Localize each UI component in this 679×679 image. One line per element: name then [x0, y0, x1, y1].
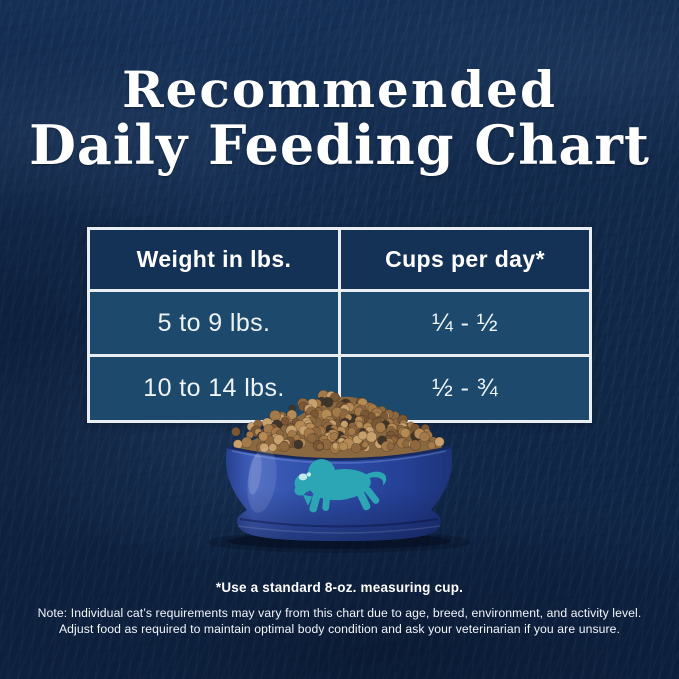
- kibble-piece: [241, 437, 252, 448]
- kibble-piece: [232, 427, 241, 436]
- table-header-cups: Cups per day*: [341, 230, 589, 289]
- kibble-piece: [420, 432, 430, 442]
- kibble-piece: [330, 432, 338, 440]
- kibble-piece: [317, 443, 324, 450]
- kibble-piece: [348, 428, 356, 436]
- table-cell-weight-2: 10 to 14 lbs.: [90, 357, 338, 420]
- disclaimer-note-line1: Note: Individual cat’s requirements may vary from this chart due to age, breed, environment, and activity level.: [37, 606, 642, 620]
- kibble-piece: [279, 442, 289, 452]
- kibble-piece: [428, 442, 436, 450]
- kibble-piece: [401, 428, 410, 437]
- table-header-weight: Weight in lbs.: [90, 230, 338, 289]
- food-bowl-image: [207, 384, 471, 556]
- kibble-piece: [375, 422, 385, 432]
- kibble-piece: [387, 443, 394, 450]
- table-cell-weight-1: 5 to 9 lbs.: [90, 292, 338, 354]
- table-cell-cups-1: ¼ - ½: [341, 292, 589, 354]
- kibble-piece: [351, 443, 361, 453]
- kibble-piece: [435, 437, 445, 447]
- kibble-piece: [339, 442, 347, 450]
- kibble-piece: [410, 440, 421, 451]
- page-title: [0, 60, 679, 177]
- kibble-piece: [294, 440, 303, 449]
- measuring-cup-footnote: *Use a standard 8-oz. measuring cup.: [215, 580, 464, 595]
- kibble-piece: [366, 432, 377, 443]
- food-bowl-svg: [207, 384, 471, 556]
- kibble-piece: [358, 431, 367, 440]
- kibble-piece: [259, 432, 268, 441]
- kibble-piece: [362, 441, 369, 448]
- table-cell-cups-2: ½ - ¾: [341, 357, 589, 420]
- page-title-line2: Daily Feeding Chart: [29, 113, 650, 177]
- page-title-line1: Recommended: [122, 60, 557, 119]
- disclaimer-note-line2: Adjust food as required to maintain optimal body condition and ask your veterinarian if you are unsure.: [58, 622, 621, 637]
- disclaimer-note: [30, 605, 649, 638]
